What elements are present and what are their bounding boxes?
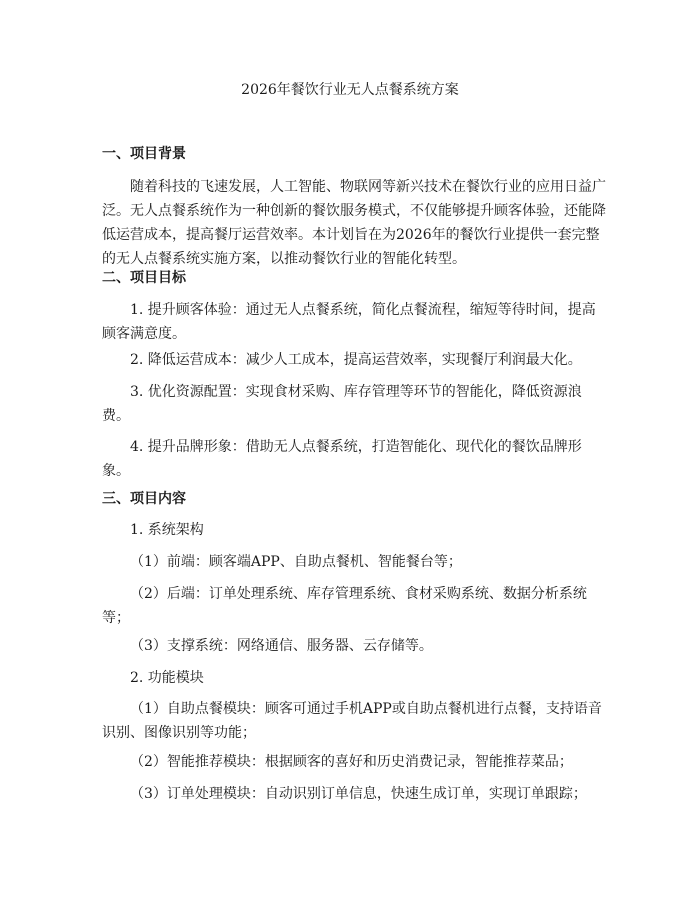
arch-line: （3）支撑系统：网络通信、服务器、云存储等。 [130, 638, 433, 654]
func-item-3 [102, 782, 600, 806]
subsection-functions [102, 666, 600, 690]
section-heading-content: 三、项目内容 [102, 491, 186, 507]
goal-item-3 [102, 380, 600, 428]
paragraph-line: 的无人点餐系统实施方案，以推动餐饮行业的智能化转型。 [102, 251, 466, 267]
section-heading-background: 一、项目背景 [102, 146, 186, 162]
goal-line: 象。 [102, 463, 130, 479]
paragraph-line: 低运营成本，提高餐厅运营效率。本计划旨在为2026年的餐饮行业提供一套完整 [102, 227, 600, 243]
func-line: （1）自助点餐模块：顾客可通过手机APP或自助点餐机进行点餐，支持语音 [130, 701, 602, 717]
func-item-2 [102, 750, 600, 774]
arch-line: （2）后端：订单处理系统、库存管理系统、食材采购系统、数据分析系统 [130, 586, 587, 602]
paragraph-line: 泛。无人点餐系统作为一种创新的餐饮服务模式，不仅能够提升顾客体验，还能降 [102, 203, 606, 219]
goal-line: 2. 降低运营成本：减少人工成本，提高运营效率，实现餐厅利润最大化。 [130, 352, 582, 368]
document-title: 2026年餐饮行业无人点餐系统方案 [241, 82, 459, 98]
goal-line: 3. 优化资源配置：实现食材采购、库存管理等环节的智能化，降低资源浪 [130, 384, 582, 400]
goal-line: 费。 [102, 408, 130, 424]
goal-item-4 [102, 435, 600, 483]
background-paragraph [102, 175, 606, 271]
subsection-title: 1. 系统架构 [130, 522, 204, 538]
goal-line: 顾客满意度。 [102, 326, 186, 342]
func-line: （2）智能推荐模块：根据顾客的喜好和历史消费记录，智能推荐菜品； [130, 754, 573, 770]
arch-line: （1）前端：顾客端APP、自助点餐机、智能餐台等； [130, 554, 462, 570]
goal-line: 4. 提升品牌形象：借助无人点餐系统，打造智能化、现代化的餐饮品牌形 [130, 439, 582, 455]
paragraph-line: 随着科技的飞速发展，人工智能、物联网等新兴技术在餐饮行业的应用日益广 [130, 179, 606, 195]
subsection-title: 2. 功能模块 [130, 670, 204, 686]
subsection-architecture [102, 518, 600, 542]
goal-item-2 [102, 348, 600, 372]
func-item-1 [102, 697, 600, 745]
func-line: 识别、图像识别等功能； [102, 725, 256, 741]
arch-item-1 [102, 550, 600, 574]
arch-item-3 [102, 634, 600, 658]
section-heading-goals: 二、项目目标 [102, 270, 186, 286]
arch-item-2 [102, 582, 600, 630]
goal-item-1 [102, 298, 600, 346]
func-line: （3）订单处理模块：自动识别订单信息，快速生成订单，实现订单跟踪； [130, 786, 587, 802]
goal-line: 1. 提升顾客体验：通过无人点餐系统，简化点餐流程，缩短等待时间，提高 [130, 302, 596, 318]
arch-line: 等； [102, 610, 130, 626]
